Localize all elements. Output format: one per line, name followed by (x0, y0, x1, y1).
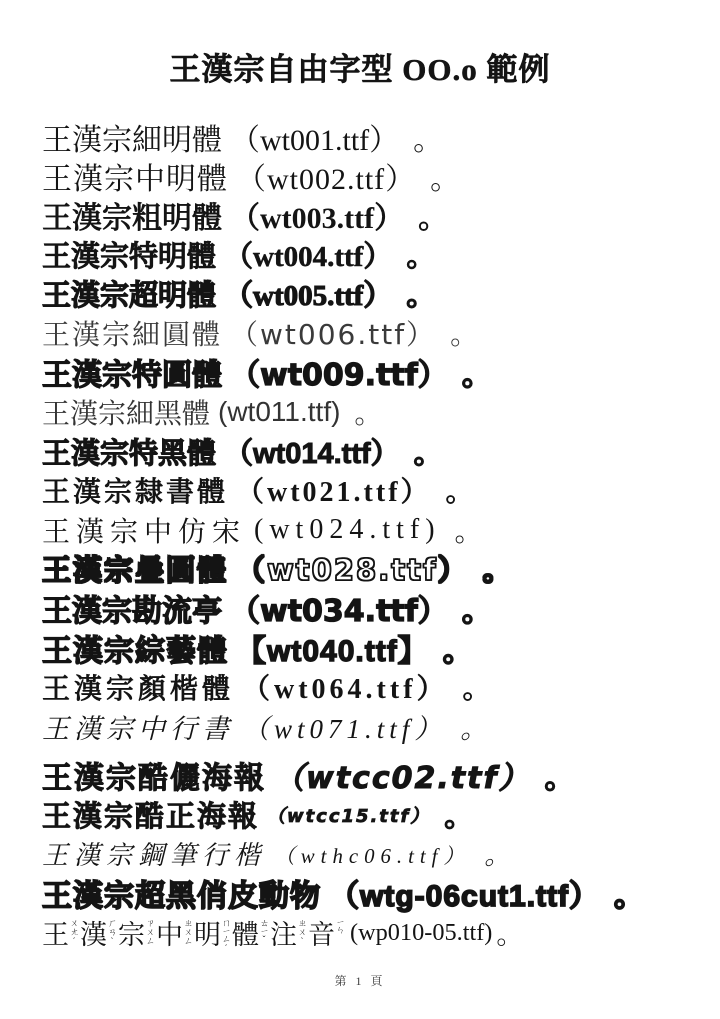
font-filename: （wt064.ttf） (242, 673, 449, 705)
ideographic-period: 。 (496, 920, 524, 951)
char-glyph: 漢 (80, 920, 107, 951)
ideographic-period: 。 (442, 634, 474, 668)
font-filename: (wt024.ttf) (254, 513, 441, 545)
font-sample-row (0, 117, 720, 156)
font-sample-row (0, 156, 720, 195)
font-filename: （wtcc15.ttf） (267, 805, 431, 827)
annotated-char (308, 913, 346, 952)
font-filename: （wthc06.ttf） (274, 844, 471, 868)
font-filename: （wt014.ttf） (224, 437, 400, 470)
ideographic-period: 。 (461, 594, 492, 630)
char-glyph: 明 (194, 920, 221, 951)
font-name: 王漢宗中仿宋 (42, 516, 247, 548)
font-name: 王漢宗疊圓體 (42, 553, 229, 588)
ideographic-period: 。 (430, 162, 462, 196)
char-glyph: 中 (156, 920, 183, 951)
zhuyin-annotation: ㄊㄧˇ (259, 917, 269, 944)
page-title: 王漢宗自由字型 OO.o 範例 (169, 52, 551, 87)
font-sample-row (0, 235, 720, 274)
font-name: 王漢宗酷正海報 (42, 799, 260, 834)
zhuyin-annotation: ㄓㄨㄥ (183, 917, 193, 945)
font-filename: （wt003.ttf） (230, 202, 405, 236)
char-glyph: 體 (232, 920, 259, 951)
font-name: 王漢宗細圓體 (42, 318, 223, 352)
font-sample-row (0, 196, 720, 235)
font-filename: 【wt040.ttf】 (236, 634, 429, 668)
ideographic-period: 。 (444, 799, 476, 834)
ideographic-period: 。 (413, 123, 444, 157)
font-name: 王漢宗細黑體 (42, 397, 211, 429)
annotated-char (42, 913, 80, 952)
font-filename: （wtcc02.ttf） (274, 761, 531, 797)
char-glyph: 音 (308, 920, 335, 951)
ideographic-period: 。 (482, 553, 514, 588)
font-filename: （wt004.ttf） (224, 241, 393, 274)
char-glyph: 王 (42, 920, 69, 951)
font-filename: （wt005.ttf） (224, 280, 393, 313)
font-sample-row (0, 471, 720, 510)
font-sample-row (0, 874, 720, 913)
ideographic-period: 。 (406, 280, 436, 313)
annotated-char (194, 913, 232, 952)
font-sample-row (0, 913, 720, 952)
font-name: 王漢宗勘流亭 (42, 594, 222, 630)
annotated-char (118, 913, 156, 952)
zhuyin-annotation: ㄓㄨˋ (297, 917, 307, 946)
font-name: 王漢宗鋼筆行楷 (42, 841, 267, 871)
annotated-char (156, 913, 194, 952)
font-name: 王漢宗綜藝體 (42, 634, 228, 668)
font-name (42, 913, 346, 952)
ideographic-period: 。 (461, 358, 492, 394)
font-sample-list (0, 117, 720, 952)
font-sample-row (0, 706, 720, 745)
font-name: 王漢宗酷儷海報 (42, 761, 266, 797)
annotated-char (232, 913, 270, 952)
annotated-char (80, 913, 118, 952)
font-sample-row (0, 795, 720, 834)
font-name: 王漢宗特黑體 (42, 437, 217, 470)
font-filename: （wt021.ttf） (236, 477, 432, 509)
ideographic-period: 。 (484, 841, 517, 871)
font-name: 王漢宗中明體 (42, 162, 228, 196)
font-sample-row (0, 313, 720, 352)
font-sample-row (0, 589, 720, 628)
font-filename: （wt009.ttf） (230, 358, 448, 394)
font-filename: （wtg-06cut1.ttf） (329, 880, 600, 914)
ideographic-period: 。 (354, 397, 383, 429)
font-sample-row (0, 392, 720, 431)
font-filename: (wt011.ttf) (218, 395, 341, 427)
zhuyin-annotation: ㄨㄤˊ (69, 917, 79, 946)
font-filename: (wp010-05.ttf) (350, 918, 493, 946)
ideographic-period: 。 (450, 318, 481, 352)
font-sample-row (0, 756, 720, 795)
font-sample-row (0, 549, 720, 588)
font-name: 王漢宗粗明體 (42, 202, 222, 236)
font-name: 王漢宗細明體 (42, 123, 222, 157)
ideographic-period: 。 (454, 516, 489, 548)
zhuyin-annotation: ㄏㄢˋ (107, 917, 117, 946)
ideographic-period: 。 (413, 437, 443, 470)
font-filename: （wt071.ttf） (242, 713, 447, 744)
font-name: 王漢宗隸書體 (42, 477, 229, 509)
font-sample-row (0, 274, 720, 313)
ideographic-period: 。 (462, 673, 495, 705)
ideographic-period: 。 (544, 761, 577, 797)
font-name: 王漢宗中行書 (42, 713, 234, 744)
ideographic-period: 。 (406, 241, 436, 274)
font-filename: （wt028.ttf） (236, 553, 469, 588)
ideographic-period: 。 (445, 477, 477, 509)
font-sample-row (0, 667, 720, 706)
font-filename: （wt006.ttf） (230, 318, 437, 352)
font-name: 王漢宗超明體 (42, 280, 217, 313)
ideographic-period: 。 (418, 202, 449, 236)
zhuyin-annotation: ㄗㄨㄥ (145, 917, 155, 945)
page-number: 第 1 頁 (334, 974, 386, 989)
font-filename: （wt002.ttf） (236, 162, 417, 196)
font-sample-row (0, 431, 720, 470)
annotated-char (270, 913, 308, 952)
font-sample-row (0, 628, 720, 667)
font-filename: （wt001.ttf） (230, 123, 400, 157)
ideographic-period: 。 (460, 713, 493, 744)
char-glyph: 宗 (118, 920, 145, 951)
font-sample-row (0, 353, 720, 392)
ideographic-period: 。 (614, 880, 645, 914)
font-sample-row (0, 510, 720, 549)
font-sample-row (0, 834, 720, 873)
font-name: 王漢宗超黑俏皮動物 (42, 880, 321, 914)
zhuyin-annotation: ㄧㄣ (335, 917, 345, 934)
font-name: 王漢宗特明體 (42, 241, 217, 274)
zhuyin-annotation: ㄇㄧㄥˊ (221, 917, 231, 953)
font-name: 王漢宗特圓體 (42, 358, 222, 394)
char-glyph: 注 (270, 920, 297, 951)
font-name: 王漢宗顏楷體 (42, 673, 235, 705)
font-filename: （wt034.ttf） (230, 594, 448, 630)
